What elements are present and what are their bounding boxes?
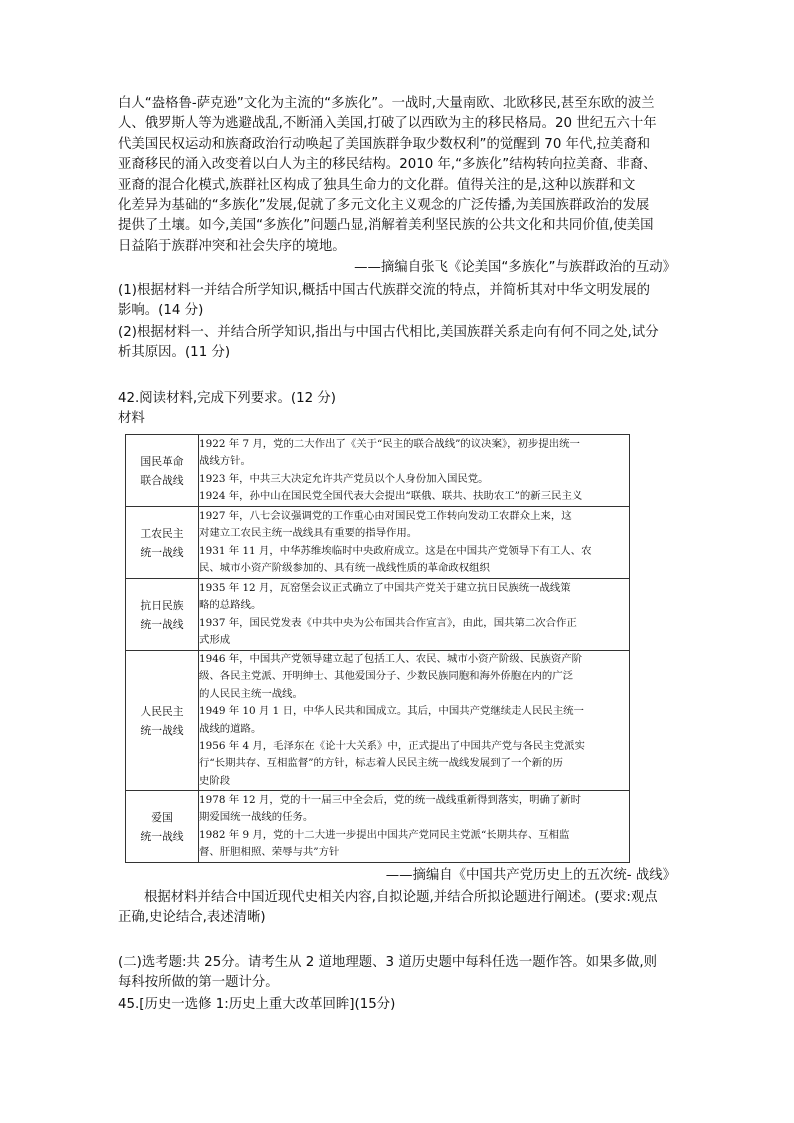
intro-paragraph: [118, 94, 676, 257]
row-label: 抗日民族 统一战线: [126, 579, 199, 651]
row-label: 人民民主 统一战线: [126, 651, 199, 791]
table-row: [126, 507, 630, 579]
question-42-title: 42.阅读材料,完成下列要求。(12 分): [118, 391, 336, 406]
material-label: 材料: [118, 411, 145, 427]
united-front-table: [125, 434, 630, 863]
question-42-header: [118, 389, 676, 430]
question-2-line: 析其原因。(11 分): [118, 345, 231, 361]
intro-line: 亚裔移民的涌入改变着以白人为主的移民结构。2010 年,“多族化”结构转向拉美裔、非裔、: [118, 157, 657, 173]
intro-line: 亚裔的混合化模式,族群社区构成了独具生命力的文化群。值得关注的是,这种以族群和文: [118, 177, 636, 193]
intro-line: 化差异为基础的“多族化”发展,促就了多元文化主义观念的广泛传播,为美国族群政治的发展: [118, 198, 650, 214]
requirement-line: 根据材料并结合中国近现代史相关内容,自拟论题,并结合所拟论题进行阐述。(要求:观点: [144, 890, 658, 905]
question-45: [118, 995, 676, 1015]
source-citation-2: [118, 866, 676, 886]
table-row: [126, 651, 630, 791]
question-1-line: (1)根据材料一并结合所学知识,概括中国古代族群交流的特点，并简析其对中华文明发展的: [118, 283, 651, 298]
row-content: 1927 年，八七会议强调党的工作重心由对国民党工作转向发动工农群众上来，这 对建立工农民主统一战线具有重要的指导作用。 1931 年 11 月，中华苏维埃临时中央政府成立。这是在中国共产党领导下有工人、农 民、城市小资产阶级参加的、具有统一战线性质的革命政权组织: [199, 507, 630, 579]
table-row: [126, 579, 630, 651]
question-2-line: (2)根据材料一、并结合所学知识,指出与中国古代相比,美国族群关系走向有何不同之处,试分: [118, 325, 659, 340]
elective-note-line: 每科按所做的第一题计分。: [118, 975, 279, 991]
intro-line: 人、俄罗斯人等为逃避战乱,不断涌入美国,打破了以西欧为主的移民格局。20 世纪五六十年: [118, 116, 657, 132]
intro-line: 提供了土壤。如今,美国“多族化”问题凸显,消解着美利坚民族的公共文化和共同价值,使美国: [118, 218, 654, 234]
intro-line: 白人“盎格鲁-萨克逊”文化为主流的“多族化”。一战时,大量南欧、北欧移民,甚至东欧的波兰: [118, 96, 655, 111]
intro-line: 代美国民权运动和族裔政治行动唤起了美国族群争取少数权利”的觉醒到 70 年代,拉美裔和: [118, 136, 651, 152]
table-row: [126, 435, 630, 507]
row-content: 1978 年 12 月，党的十一届三中全会后，党的统一战线重新得到落实，明确了新时 期爱国统一战线的任务。 1982 年 9 月，党的十二大进一步提出中国共产党同民主党派“长期共存、互相监 督、肝胆相照、荣辱与共”方针: [199, 791, 630, 863]
intro-line: 日益陷于族群冲突和社会失序的境地。: [118, 238, 346, 254]
row-content: 1922 年 7 月，党的二大作出了《关于“民主的联合战线”的议决案》，初步提出统一 战线方针。 1923 年，中共三大决定允许共产党员以个人身份加入国民党。 1924 年，孙中山在国民党全国代表大会提出“联俄、联共、扶助农工”的新三民主义: [199, 435, 630, 507]
row-label: 工农民主 统一战线: [126, 507, 199, 579]
requirement-line: 正确,史论结合,表述清晰): [118, 910, 266, 926]
table-row: [126, 791, 630, 863]
question-45-title: 45.[历史一选修 1:历史上重大改革回眸](15分): [118, 997, 396, 1012]
elective-note-line: (二)选考题:共 25分。请考生从 2 道地理题、3 道历史题中每科任选一题作答。如果多做,则: [118, 955, 657, 970]
question-1-line: 影响。(14 分): [118, 303, 204, 319]
source-citation-1: [118, 258, 676, 278]
row-label: 爱国 统一战线: [126, 791, 199, 863]
row-content: 1946 年，中国共产党领导建立起了包括工人、农民、城市小资产阶级、民族资产阶 级、各民主党派、开明绅士、其他爱国分子、少数民族同胞和海外侨胞在内的广泛 的人民民主统一战线。 1949 年 10 月 1 日，中华人民共和国成立。其后，中国共产党继续走人民民主统一 战线的道路。 1956 年 4 月，毛泽东在《论十大关系》中，正式提出了中国共产党与各民主党派实 行“长期共存、互相监督”的方针，标志着人民民主统一战线发展到了一个新的历 史阶段: [199, 651, 630, 791]
row-label: 国民革命 联合战线: [126, 435, 199, 507]
row-content: 1935 年 12 月，瓦窑堡会议正式确立了中国共产党关于建立抗日民族统一战线策 略的总路线。 1937 年，国民党发表《中共中央为公布国共合作宣言》，由此，国共第二次合作正 式形成: [199, 579, 630, 651]
question-42-requirement: [118, 888, 676, 929]
question-2: [118, 323, 676, 364]
question-1: [118, 281, 676, 322]
elective-note: [118, 953, 676, 994]
source-text: ——摘编自张飞《论美国“多族化”与族群政治的互动》: [354, 260, 676, 275]
source-text: ——摘编自《中国共产党历史上的五次统- 战线》: [385, 868, 676, 883]
